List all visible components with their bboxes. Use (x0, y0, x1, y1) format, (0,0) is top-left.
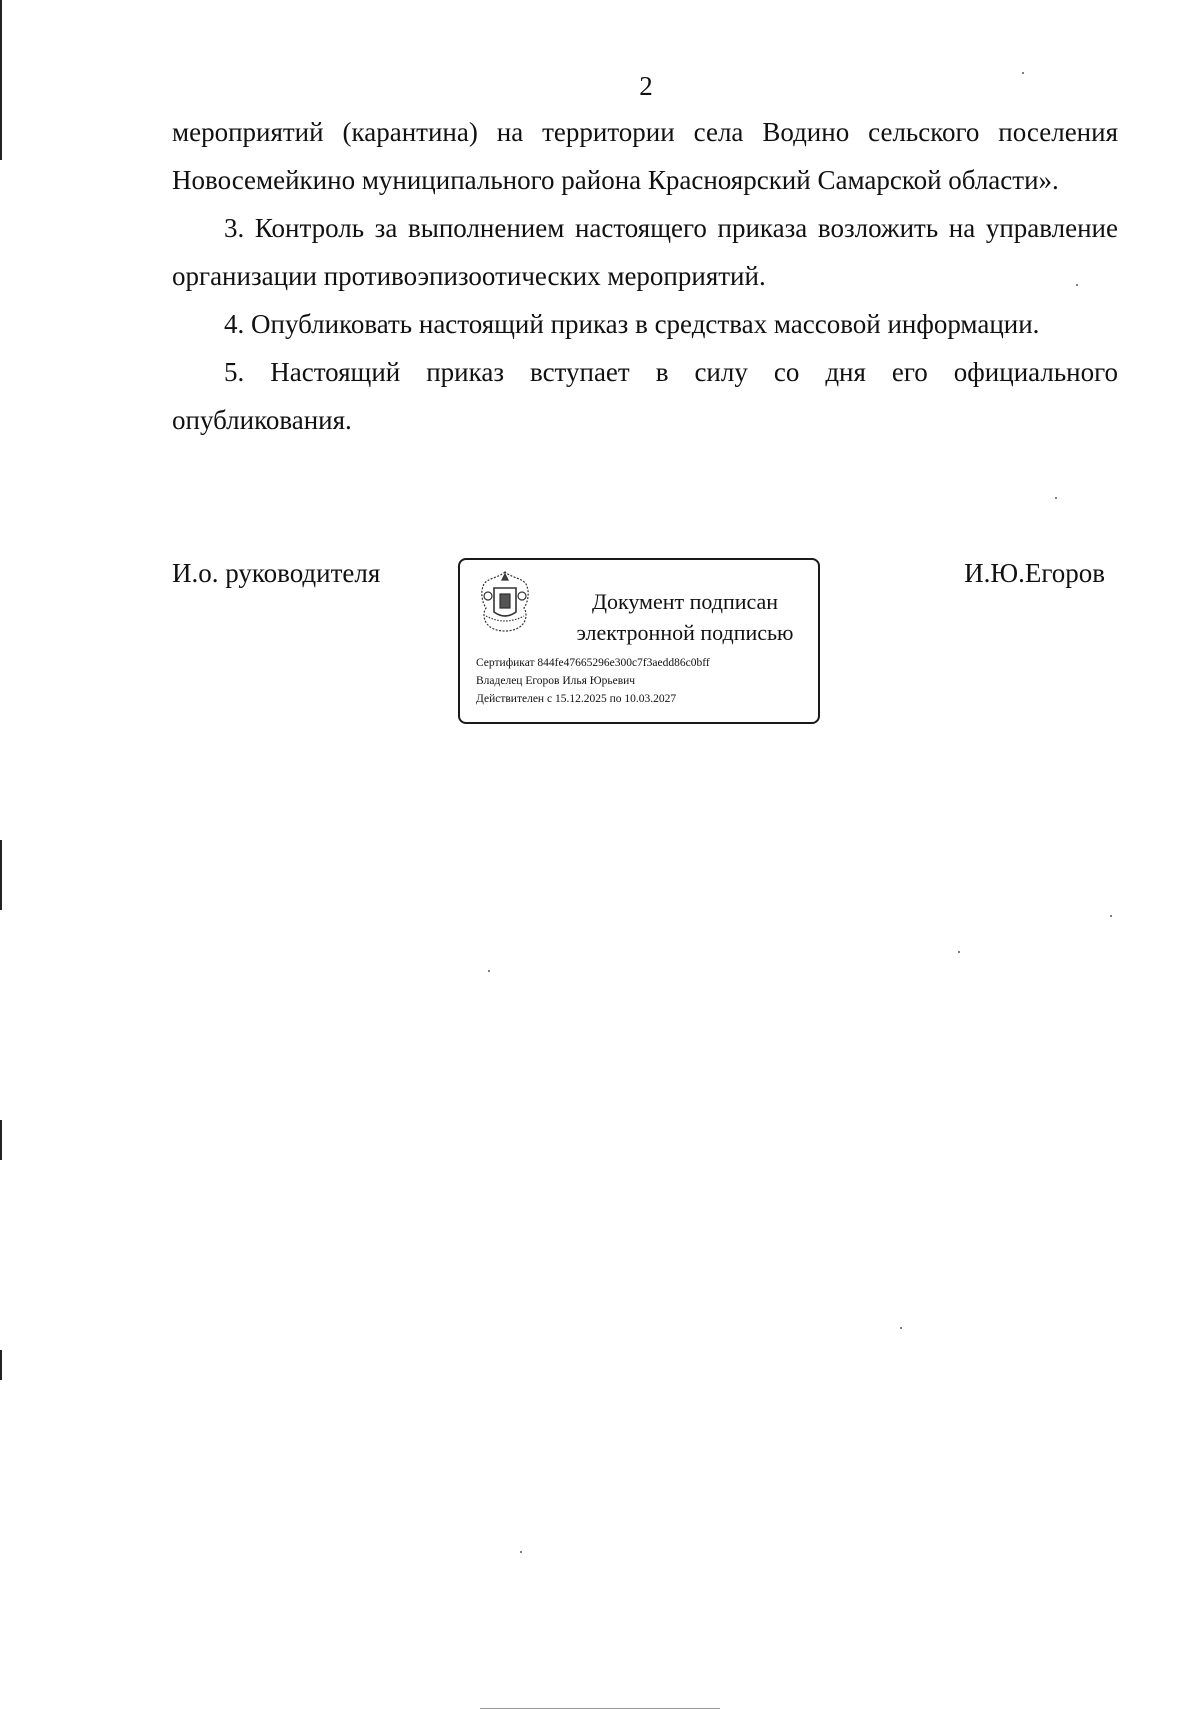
scan-speck (1110, 915, 1112, 917)
order-body-text (172, 108, 1118, 444)
scan-edge-mark (0, 840, 2, 910)
scan-edge-mark (0, 1350, 2, 1380)
paragraph-item-4: 4. Опубликовать настоящий приказ в средствах массовой информации. (224, 309, 1040, 339)
stamp-details (476, 654, 710, 708)
stamp-owner: Владелец Егоров Илья Юрьевич (476, 675, 636, 687)
signer-name: И.Ю.Егоров (964, 558, 1105, 588)
scan-edge-mark (0, 1120, 2, 1160)
scan-speck (1055, 497, 1057, 499)
scan-speck (958, 951, 960, 953)
paragraph-item-3: 3. Контроль за выполнением настоящего приказа возложить на управление организации противоэпизоотических мероприятий. (172, 213, 1118, 291)
scan-speck (1022, 72, 1024, 74)
scan-speck (520, 1551, 522, 1553)
scan-speck (1076, 284, 1078, 286)
scan-speck (488, 970, 490, 972)
stamp-heading-line-2: электронной подписью (576, 620, 794, 645)
scan-edge-mark (0, 0, 2, 160)
paragraph-continuation: мероприятий (карантина) на территории села Водино сельского поселения Новосемейкино муниципального района Красноярский Самарской области». (172, 117, 1118, 195)
coat-of-arms-icon (476, 568, 534, 634)
electronic-signature-stamp (458, 558, 820, 724)
scan-speck (900, 1327, 902, 1329)
scan-edge-mark (480, 1708, 720, 1709)
stamp-heading (560, 586, 810, 648)
stamp-heading-line-1: Документ подписан (591, 589, 779, 614)
page-number: 2 (639, 71, 653, 101)
paragraph-item-5: 5. Настоящий приказ вступает в силу со дня его официального опубликования. (172, 357, 1118, 435)
stamp-certificate: Сертификат 844fe47665296e300c7f3aedd86c0bff (476, 657, 710, 669)
signer-title: И.о. руководителя (172, 558, 381, 588)
stamp-validity: Действителен с 15.12.2025 по 10.03.2027 (476, 693, 677, 705)
signature-block (172, 554, 1118, 734)
